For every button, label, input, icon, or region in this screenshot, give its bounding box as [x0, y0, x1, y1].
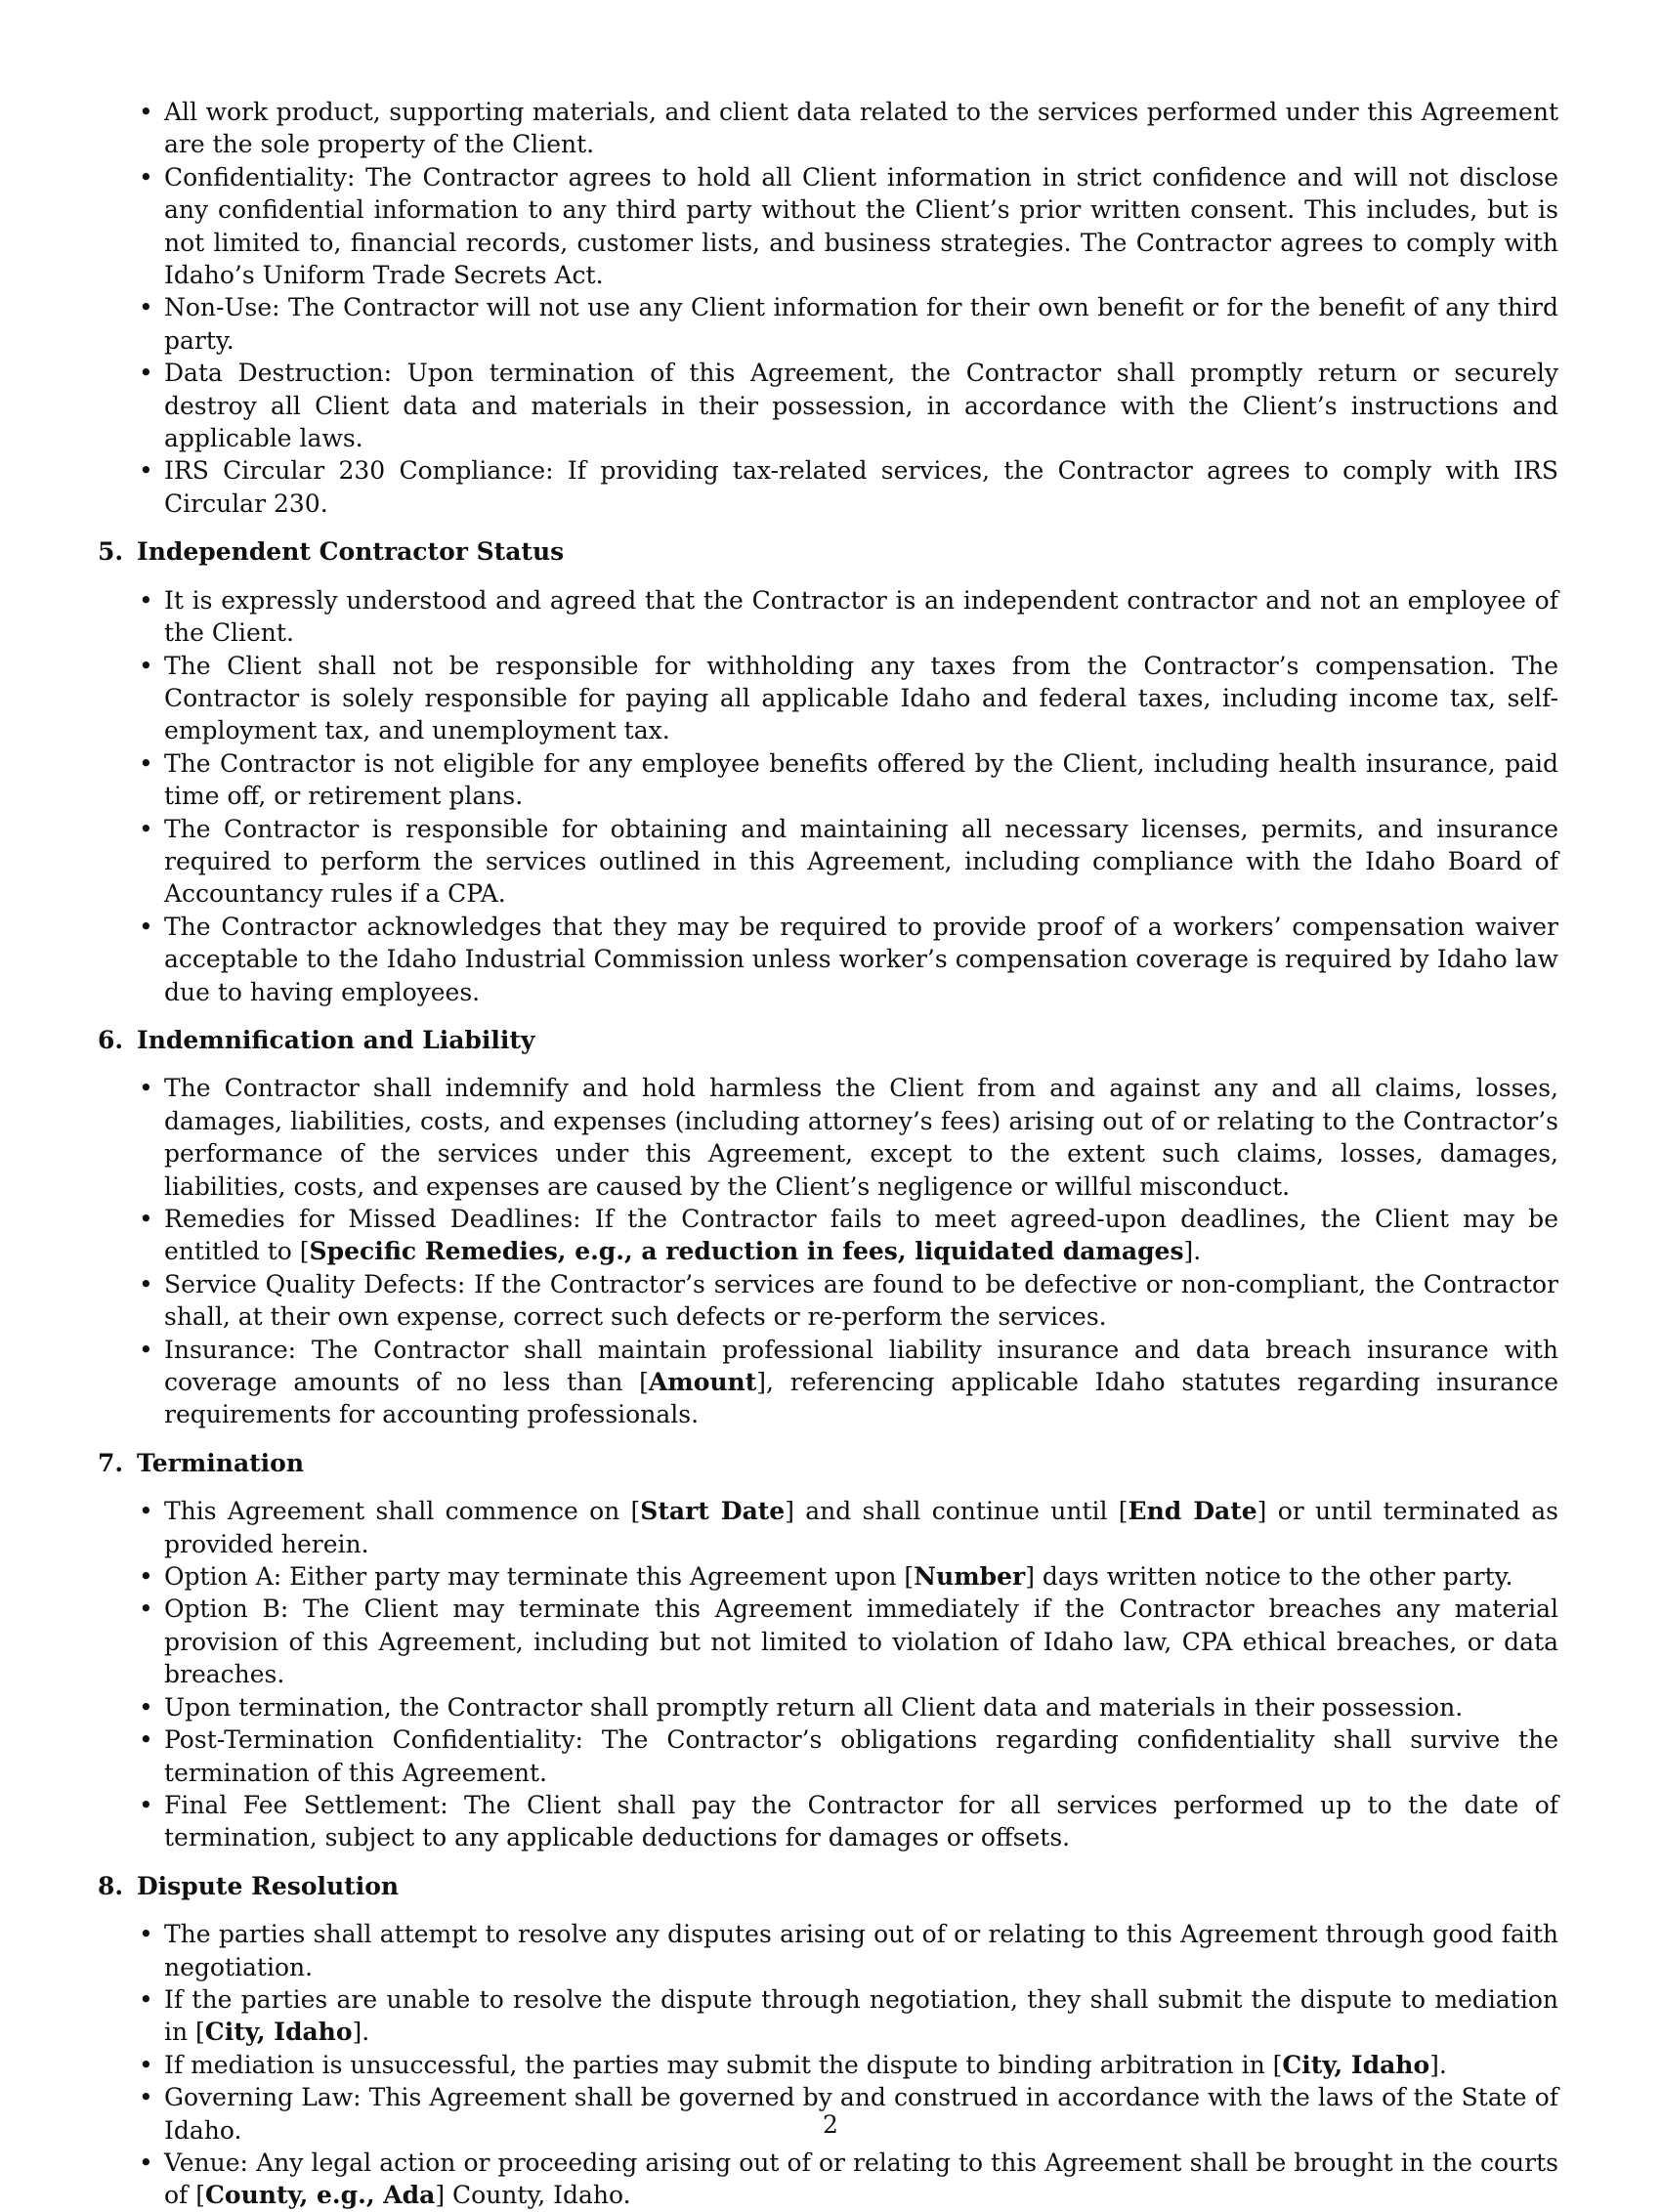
item-text: ] and shall continue until [: [785, 1497, 1129, 1526]
page-number: 2: [823, 2110, 838, 2139]
list-item: • The Contractor acknowledges that they may be required to provide proof of a workers’ compensation waiver acceptable to the Idaho Industrial Commission unless worker’s compensation coverage is required by Idaho law due to having employees.: [164, 911, 1558, 1008]
item-text: This Agreement shall commence on [: [164, 1497, 641, 1526]
item-text: ] County, Idaho.: [435, 2181, 631, 2210]
section-8-list: [98, 1918, 1558, 2212]
list-item: • Confidentiality: The Contractor agrees to hold all Client information in strict confidence and will not disclose any confidential information to any third party without the Client’s prior written consent. This includes, but is not limited to, financial records, customer lists, and business strategies. The Contractor agrees to comply with Idaho’s Uniform Trade Secrets Act.: [164, 161, 1558, 292]
item-text: If mediation is unsuccessful, the parties may submit the dispute to binding arbitration in [: [164, 2050, 1283, 2079]
list-item: • Governing Law: This Agreement shall be governed by and construed in accordance with the laws of the State of Idaho.: [164, 2081, 1558, 2147]
item-text: ] days written notice to the other party.: [1025, 1562, 1513, 1592]
section-heading-5: [98, 535, 1558, 568]
item-text: ], referencing applicable Idaho statutes regarding insurance requirements for accounting professionals.: [164, 1368, 1559, 1429]
placeholder-county: County, e.g., Ada: [205, 2181, 436, 2210]
section-number: 8.: [98, 1871, 124, 1900]
list-item: [164, 2049, 1558, 2081]
item-text: If the parties are unable to resolve the dispute through negotiation, they shall submit the dispute to mediation in [: [164, 1984, 1558, 2047]
item-text: ].: [1183, 1237, 1202, 1266]
placeholder-mediation-city: City, Idaho: [204, 2018, 353, 2047]
list-item: • Upon termination, the Contractor shall promptly return all Client data and materials in their possession.: [164, 1691, 1558, 1723]
section-title: Indemnification and Liability: [137, 1025, 535, 1054]
placeholder-arbitration-city: City, Idaho: [1282, 2050, 1430, 2079]
list-item: • IRS Circular 230 Compliance: If providing tax-related services, the Contractor agrees to comply with IRS Circular 230.: [164, 454, 1558, 520]
item-text: Remedies for Missed Deadlines: If the Contractor fails to meet agreed-upon deadlines, the Client may be entitled to [: [164, 1205, 1558, 1266]
list-item: [164, 1560, 1558, 1593]
section-number: 5.: [98, 537, 124, 567]
list-item: • The parties shall attempt to resolve any disputes arising out of or relating to this Agreement through good faith negotiation.: [164, 1918, 1558, 1983]
section-title: Termination: [137, 1448, 305, 1477]
list-item: • All work product, supporting materials, and client data related to the services performed under this Agreement are the sole property of the Client.: [164, 96, 1558, 161]
list-item: • The Contractor is responsible for obtaining and maintaining all necessary licenses, permits, and insurance required to perform the services outlined in this Agreement, including compliance with the Idaho Board of Accountancy rules if a CPA.: [164, 813, 1558, 911]
section-6-list: [98, 1072, 1558, 1430]
placeholder-start-date: Start Date: [640, 1497, 786, 1526]
list-item: [164, 2147, 1558, 2212]
intro-list: [98, 96, 1558, 520]
item-text: ].: [352, 2018, 370, 2047]
item-text: Option A: Either party may terminate this Agreement upon [: [164, 1562, 915, 1592]
item-text: ].: [1429, 2050, 1447, 2079]
section-7-list: [98, 1495, 1558, 1853]
section-number: 6.: [98, 1025, 124, 1054]
list-item: • Post-Termination Confidentiality: The Contractor’s obligations regarding confidentiality shall survive the termination of this Agreement.: [164, 1723, 1558, 1789]
list-item: • The Contractor is not eligible for any employee benefits offered by the Client, including health insurance, paid time off, or retirement plans.: [164, 747, 1558, 813]
list-item: [164, 1334, 1558, 1431]
list-item: • It is expressly understood and agreed that the Contractor is an independent contractor and not an employee of the Client.: [164, 584, 1558, 650]
section-heading-6: [98, 1024, 1558, 1056]
section-heading-7: [98, 1447, 1558, 1479]
list-item: • Final Fee Settlement: The Client shall pay the Contractor for all services performed up to the date of termination, subject to any applicable deductions for damages or offsets.: [164, 1789, 1558, 1854]
section-heading-8: [98, 1870, 1558, 1902]
list-item: • Service Quality Defects: If the Contractor’s services are found to be defective or non-compliant, the Contractor shall, at their own expense, correct such defects or re-perform the services.: [164, 1268, 1558, 1334]
item-text: ] or until terminated as provided herein.: [164, 1497, 1558, 1558]
document-body: [98, 96, 1558, 2212]
section-title: Independent Contractor Status: [137, 537, 565, 567]
list-item: • The Client shall not be responsible for withholding any taxes from the Contractor’s compensation. The Contractor is solely responsible for paying all applicable Idaho and federal taxes, including income tax, self-employment tax, and unemployment tax.: [164, 650, 1558, 747]
list-item: [164, 1495, 1558, 1560]
list-item: • The Contractor shall indemnify and hold harmless the Client from and against any and all claims, losses, damages, liabilities, costs, and expenses (including attorney’s fees) arising out of or relating to the Contractor’s performance of the services under this Agreement, except to the extent such claims, losses, damages, liabilities, costs, and expenses are caused by the Client’s negligence or willful misconduct.: [164, 1072, 1558, 1203]
placeholder-remedies: Specific Remedies, e.g., a reduction in fees, liquidated damages: [309, 1237, 1184, 1266]
section-title: Dispute Resolution: [137, 1871, 400, 1900]
section-5-list: [98, 584, 1558, 1008]
placeholder-end-date: End Date: [1128, 1497, 1257, 1526]
item-text: Venue: Any legal action or proceeding arising out of or relating to this Agreement shall be brought in the courts of [: [164, 2148, 1558, 2210]
list-item: • Non-Use: The Contractor will not use any Client information for their own benefit or for the benefit of any third party.: [164, 291, 1558, 357]
list-item: • Data Destruction: Upon termination of this Agreement, the Contractor shall promptly return or securely destroy all Client data and materials in their possession, in accordance with the Client’s instructions and applicable laws.: [164, 357, 1558, 454]
placeholder-amount: Amount: [648, 1368, 757, 1397]
item-text: Insurance: The Contractor shall maintain professional liability insurance and data breach insurance with coverage amounts of no less than [: [164, 1335, 1558, 1397]
list-item: [164, 1203, 1558, 1268]
placeholder-number: Number: [914, 1562, 1026, 1592]
list-item: [164, 1983, 1558, 2049]
list-item: • Option B: The Client may terminate this Agreement immediately if the Contractor breaches any material provision of this Agreement, including but not limited to violation of Idaho law, CPA ethical breaches, or data breaches.: [164, 1593, 1558, 1690]
section-number: 7.: [98, 1448, 124, 1477]
